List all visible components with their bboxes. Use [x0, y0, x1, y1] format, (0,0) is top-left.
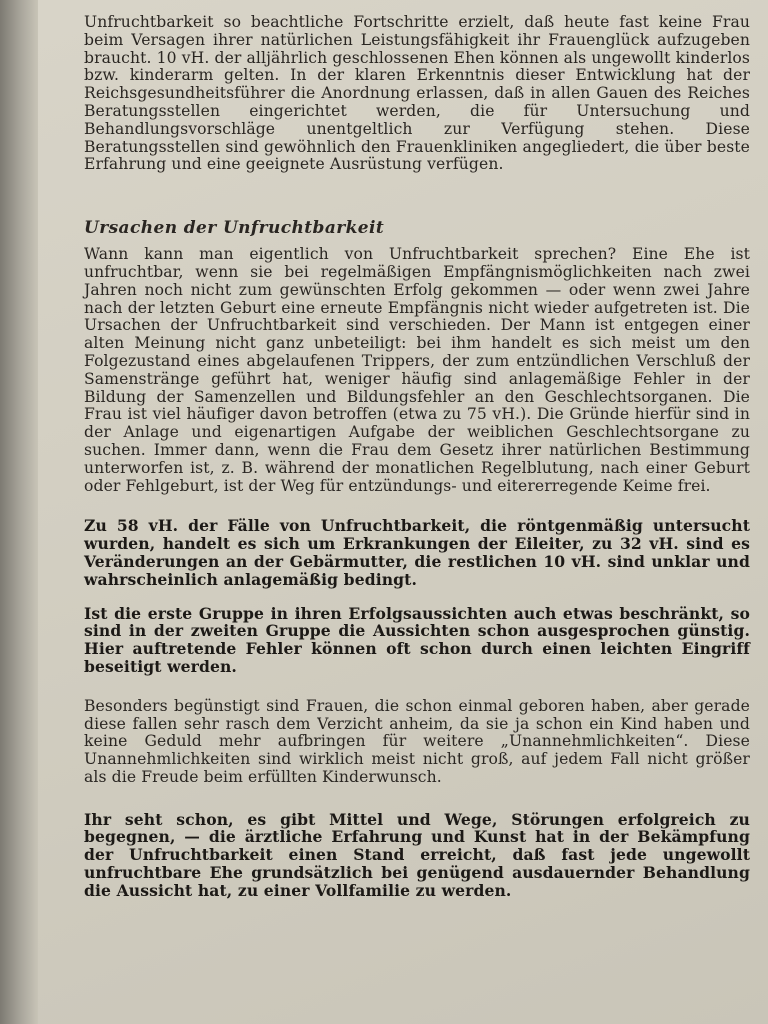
- causes-paragraph: Wann kann man eigentlich von Unfruchtbarkeit sprechen? Eine Ehe ist unfruchtbar, wenn sie bei regelmäßigen Empfängnismöglichkeiten nach zwei Jahren noch nicht zum gewünschten Erfolg gekommen — oder wenn zwei Jahre nach der letzten Geburt eine erneute Empfängnis nicht wieder aufgetreten ist. Die Ursachen der Unfruchtbarkeit sind verschieden. Der Mann ist entgegen einer alten Meinung nicht ganz unbeteiligt: bei ihm handelt es sich meist um den Folgezustand eines abgelaufenen Trippers, der zum entzündlichen Verschluß der Samenstränge geführt hat, weniger häufig sind anlagemäßige Fehler in der Bildung der Samenzellen und Bildungsfehler an den Geschlechtsorganen. Die Frau ist viel häufiger davon betroffen (etwa zu 75 vH.). Die Gründe hierfür sind in der Anlage und eigenartigen Aufgabe der weiblichen Geschlechtsorgane zu suchen. Immer dann, wenn die Frau dem Gesetz ihrer natürlichen Bestimmung unterworfen ist, z. B. während der monatlichen Regelblutung, nach einer Geburt oder Fehlgeburt, ist der Weg für entzündungs- und eitererregende Keime frei.: [84, 245, 750, 495]
- section-heading: Ursachen der Unfruchtbarkeit: [84, 218, 385, 239]
- book-page: [38, 0, 768, 1024]
- statistics-paragraph: Zu 58 vH. der Fälle von Unfruchtbarkeit, die röntgenmäßig untersucht wurden, handelt es sich um Erkrankungen der Eileiter, zu 32 vH. sind es Veränderungen an der Gebärmutter, die restlichen 10 vH. sind unklar und wahrscheinlich anlagemäßig bedingt.: [84, 516, 750, 589]
- book-gutter: [0, 0, 38, 1024]
- groups-paragraph: Ist die erste Gruppe in ihren Erfolgsaussichten auch etwas beschränkt, so sind in der zweiten Gruppe die Aussichten schon ausgesprochen günstig. Hier auftretende Fehler können oft schon durch einen leichten Eingriff beseitigt werden.: [84, 603, 750, 676]
- mothers-paragraph: Besonders begünstigt sind Frauen, die schon einmal geboren haben, aber gerade diese fallen sehr rasch dem Verzicht anheim, da sie ja schon ein Kind haben und keine Geduld mehr aufbringen für weitere „Unannehmlichkeiten“. Diese Unannehmlichkeiten sind wirklich meist nicht groß, auf jedem Fall nicht größer als die Freude beim erfüllten Kinderwunsch.: [84, 696, 750, 786]
- intro-paragraph: Unfruchtbarkeit so beachtliche Fortschritte erzielt, daß heute fast keine Frau beim Versagen ihrer natürlichen Leistungsfähigkeit ihr Frauenglück aufzugeben braucht. 10 vH. der alljährlich geschlossenen Ehen können als ungewollt kinderlos bzw. kinderarm gelten. In der klaren Erkenntnis dieser Entwicklung hat der Reichsgesundheitsführer die Anordnung erlassen, daß in allen Gauen des Reiches Beratungsstellen eingerichtet werden, die für Untersuchung und Behandlungsvorschläge unentgeltlich zur Verfügung stehen. Diese Beratungsstellen sind gewöhnlich den Frauenkliniken angegliedert, die über beste Erfahrung und eine geeignete Ausrüstung verfügen.: [84, 13, 750, 174]
- page-text-block: [84, 8, 750, 900]
- conclusion-paragraph: Ihr seht schon, es gibt Mittel und Wege, Störungen erfolgreich zu begegnen, — die ärztliche Erfahrung und Kunst hat in der Bekämpfung der Unfruchtbarkeit einen Stand erreicht, daß fast jede ungewollt unfruchtbare Ehe grundsätzlich bei genügend ausdauernder Behandlung die Aussicht hat, zu einer Vollfamilie zu werden.: [84, 809, 750, 900]
